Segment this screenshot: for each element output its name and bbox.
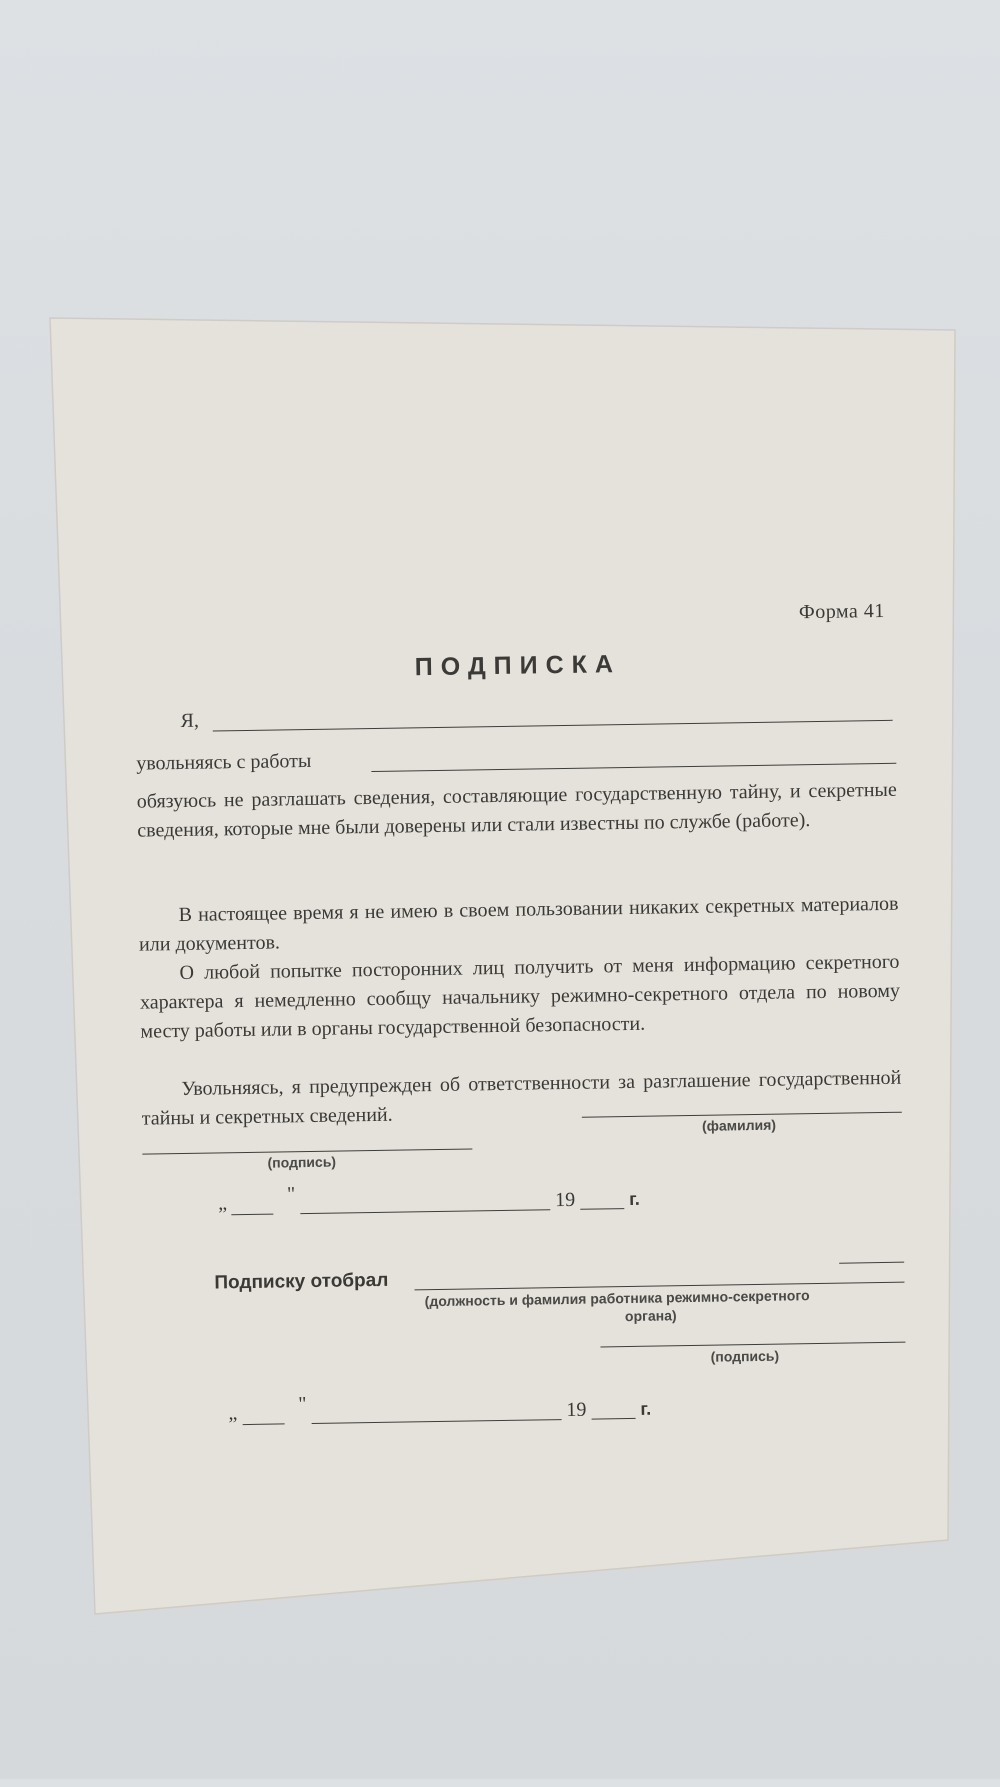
- date-1-month-line[interactable]: [300, 1209, 550, 1214]
- surname-caption: (фамилия): [701, 1116, 777, 1134]
- date-1-day-line[interactable]: [231, 1214, 273, 1216]
- date-1-close-quote: ": [286, 1183, 296, 1206]
- date-2-close-quote: ": [298, 1393, 307, 1416]
- date-1-year-suffix: г.: [628, 1188, 641, 1209]
- signature-caption: (подпись): [267, 1153, 337, 1171]
- document-title: ПОДПИСКА: [414, 650, 622, 682]
- date-2-open-quote: „: [228, 1402, 238, 1425]
- paragraph-warning: Увольняясь, я предупрежден об ответственности за разглашение государственной тайны и секретных сведений.: [141, 1066, 902, 1130]
- form-number: Форма 41: [798, 599, 886, 624]
- received-caption-line-1: (должность и фамилия работника режимно-секретного: [424, 1287, 810, 1310]
- paragraph-no-materials: В настоящее время я не имею в своем пользовании никаких секретных материалов или документов.: [138, 892, 899, 956]
- date-2-year-prefix: 19: [566, 1398, 587, 1422]
- received-signature-caption: (подпись): [710, 1347, 780, 1365]
- date-2-year-suffix: г.: [640, 1398, 652, 1419]
- workplace-input-line[interactable]: [371, 763, 896, 772]
- date-2-month-line[interactable]: [312, 1419, 562, 1424]
- date-1-open-quote: „: [217, 1192, 228, 1215]
- received-caption-line-2: органа): [624, 1307, 677, 1325]
- date-2-day-line[interactable]: [243, 1423, 285, 1425]
- date-1-year-prefix: 19: [554, 1188, 576, 1212]
- received-by-label: Подписку отобрал: [214, 1269, 389, 1294]
- paragraph-report: О любой попытке посторонних лиц получить от меня информацию секретного характера я немедленно сообщу начальнику режимно-секретного отдела по новому месту работы или в органы государственной безопасности.: [139, 950, 901, 1043]
- line-2-prefix: увольняясь с работы: [136, 749, 312, 775]
- name-input-line[interactable]: [213, 720, 893, 732]
- received-by-line-top[interactable]: [839, 1262, 904, 1264]
- date-1-year-line[interactable]: [580, 1208, 624, 1210]
- paragraph-obligation: обязуюсь не разглашать сведения, составляющие государственную тайну, и секретные сведения, которые мне были доверены или стали известны по службе (работе).: [136, 778, 897, 842]
- line-1-prefix: Я,: [180, 709, 200, 732]
- date-2-year-line[interactable]: [592, 1418, 636, 1420]
- received-signature-line[interactable]: [600, 1342, 905, 1348]
